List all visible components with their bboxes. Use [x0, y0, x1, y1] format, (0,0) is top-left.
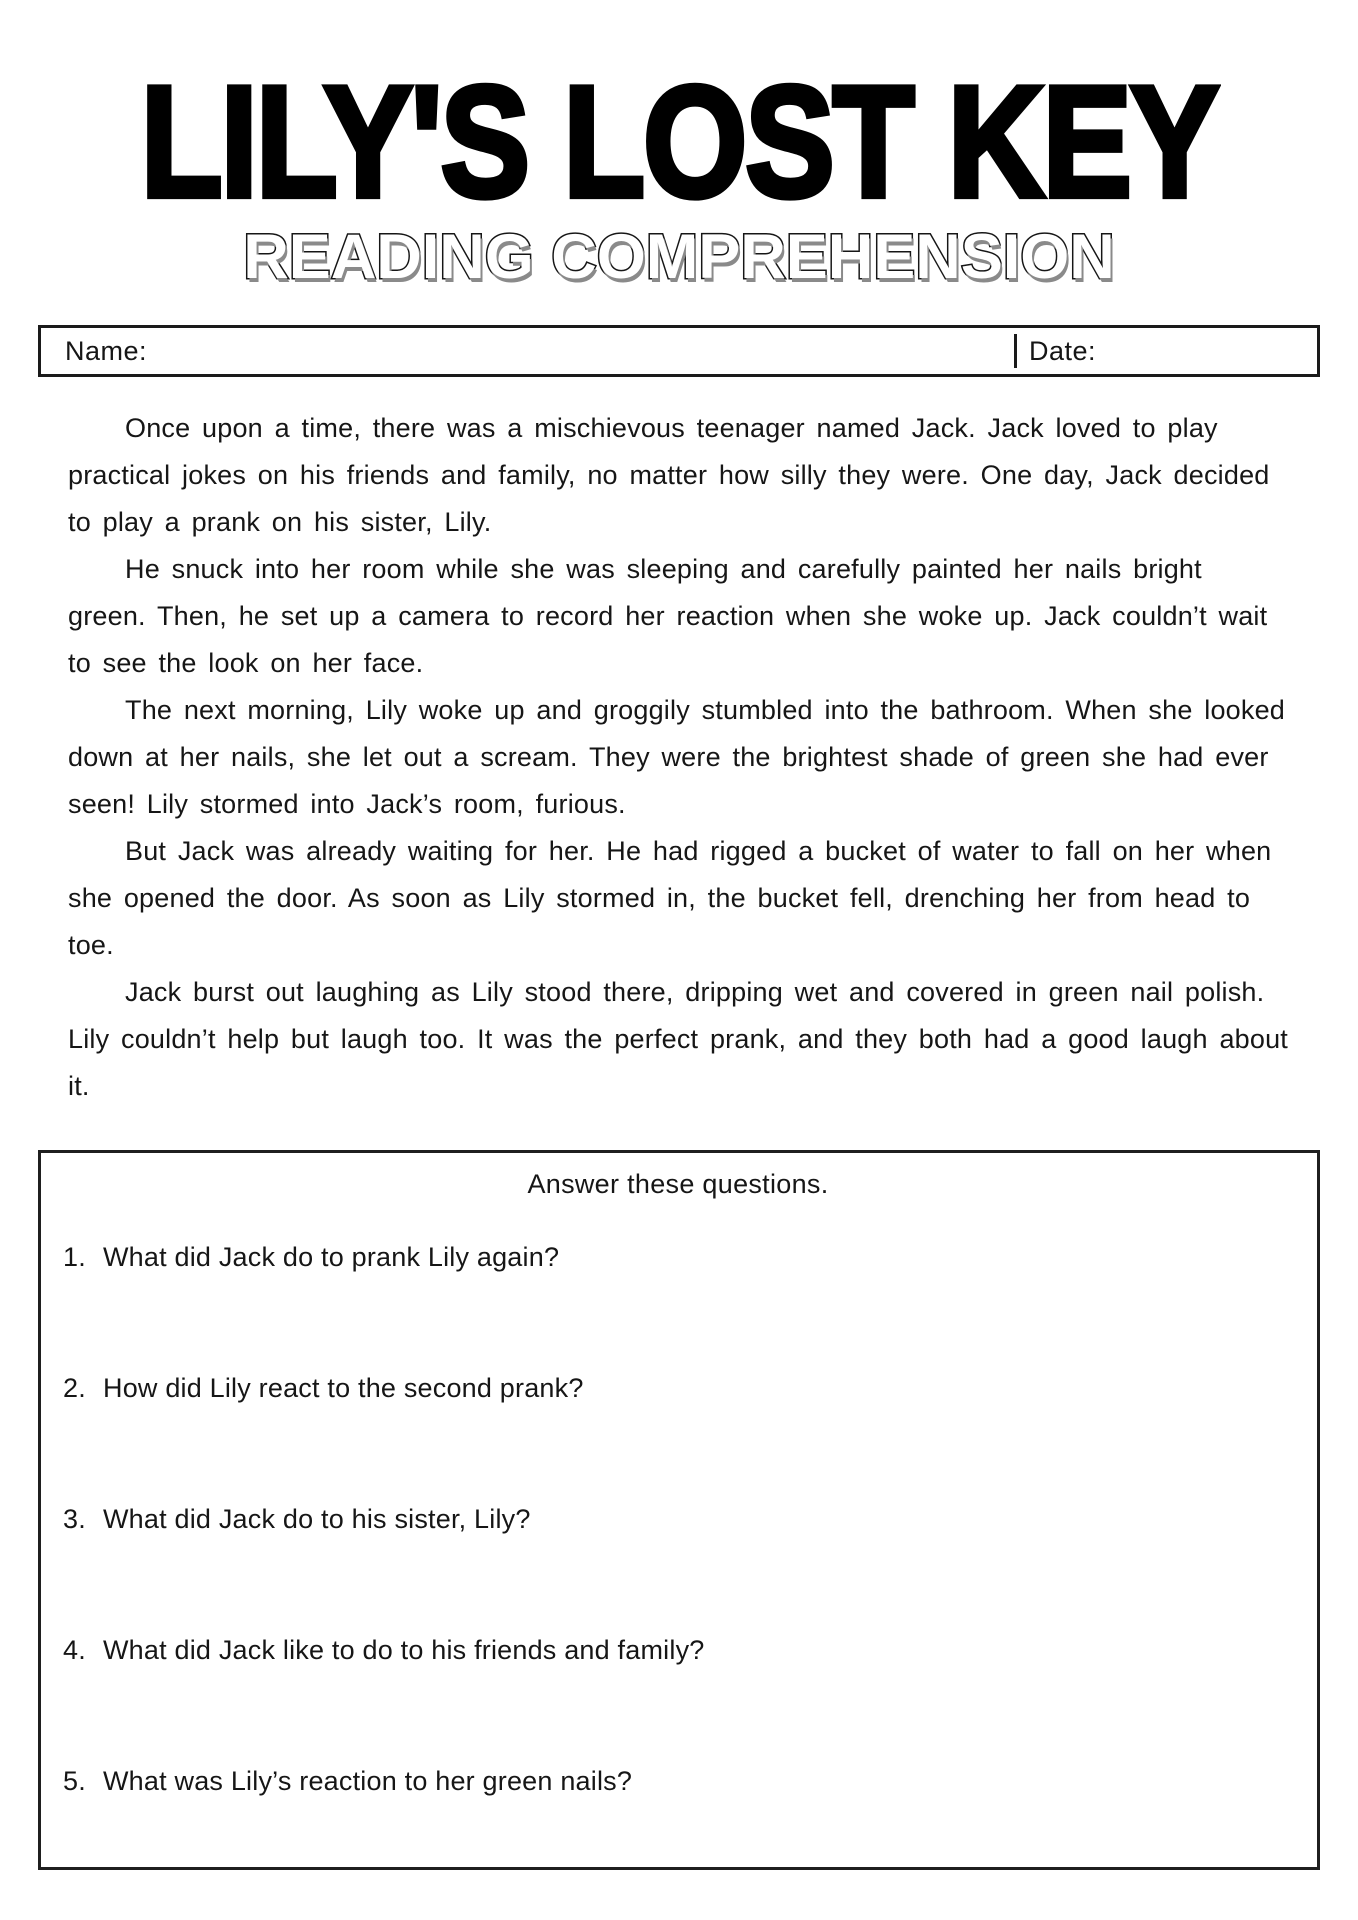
question-text: How did Lily react to the second prank?	[103, 1373, 584, 1403]
worksheet-title: LILY'S LOST KEY	[140, 54, 1218, 231]
question-item	[63, 1501, 1293, 1537]
question-text: What was Lily’s reaction to her green nails?	[103, 1766, 633, 1796]
story-passage	[68, 405, 1290, 1110]
questions-box	[38, 1150, 1320, 1870]
story-paragraph: Once upon a time, there was a mischievous teenager named Jack. Jack loved to play practical jokes on his friends and family, no matter how silly they were. One day, Jack decided to play a prank on his sister, Lily.	[68, 413, 1270, 537]
question-number: 1.	[63, 1242, 86, 1272]
question-item	[63, 1370, 1293, 1406]
story-paragraph: The next morning, Lily woke up and groggily stumbled into the bathroom. When she looked down at her nails, she let out a scream. They were the brightest shade of green she had ever seen! Lily stormed into Jack’s room, furious.	[68, 695, 1286, 819]
title-block	[0, 0, 1358, 292]
question-number: 5.	[63, 1766, 86, 1796]
question-item	[63, 1239, 1293, 1275]
name-date-box	[38, 325, 1320, 377]
question-text: What did Jack do to his sister, Lily?	[103, 1504, 531, 1534]
question-number: 2.	[63, 1373, 86, 1403]
question-number: 4.	[63, 1635, 86, 1665]
question-text: What did Jack like to do to his friends and family?	[103, 1635, 705, 1665]
name-blank-line	[147, 328, 1014, 374]
worksheet-subtitle: READING COMPREHENSION	[243, 222, 1115, 292]
story-paragraph: But Jack was already waiting for her. He had rigged a bucket of water to fall on her when she opened the door. As soon as Lily stormed in, the bucket fell, drenching her from head to toe.	[68, 836, 1272, 960]
name-label: Name:	[65, 335, 148, 366]
story-paragraph: He snuck into her room while she was sleeping and carefully painted her nails bright green. Then, he set up a camera to record her reaction when she woke up. Jack couldn’t wait to see the look on her face.	[68, 554, 1268, 678]
story-paragraph: Jack burst out laughing as Lily stood there, dripping wet and covered in green nail polish. Lily couldn’t help but laugh too. It was the perfect prank, and they both had a good laugh about it.	[68, 977, 1289, 1101]
date-blank-line	[1096, 328, 1317, 374]
name-date-divider	[1014, 334, 1017, 368]
date-label: Date:	[1029, 335, 1097, 366]
question-list	[63, 1239, 1293, 1799]
question-item	[63, 1763, 1293, 1799]
question-number: 3.	[63, 1504, 86, 1534]
question-text: What did Jack do to prank Lily again?	[103, 1242, 560, 1272]
question-item	[63, 1632, 1293, 1668]
date-area	[1029, 328, 1317, 374]
questions-heading: Answer these questions.	[527, 1169, 829, 1199]
